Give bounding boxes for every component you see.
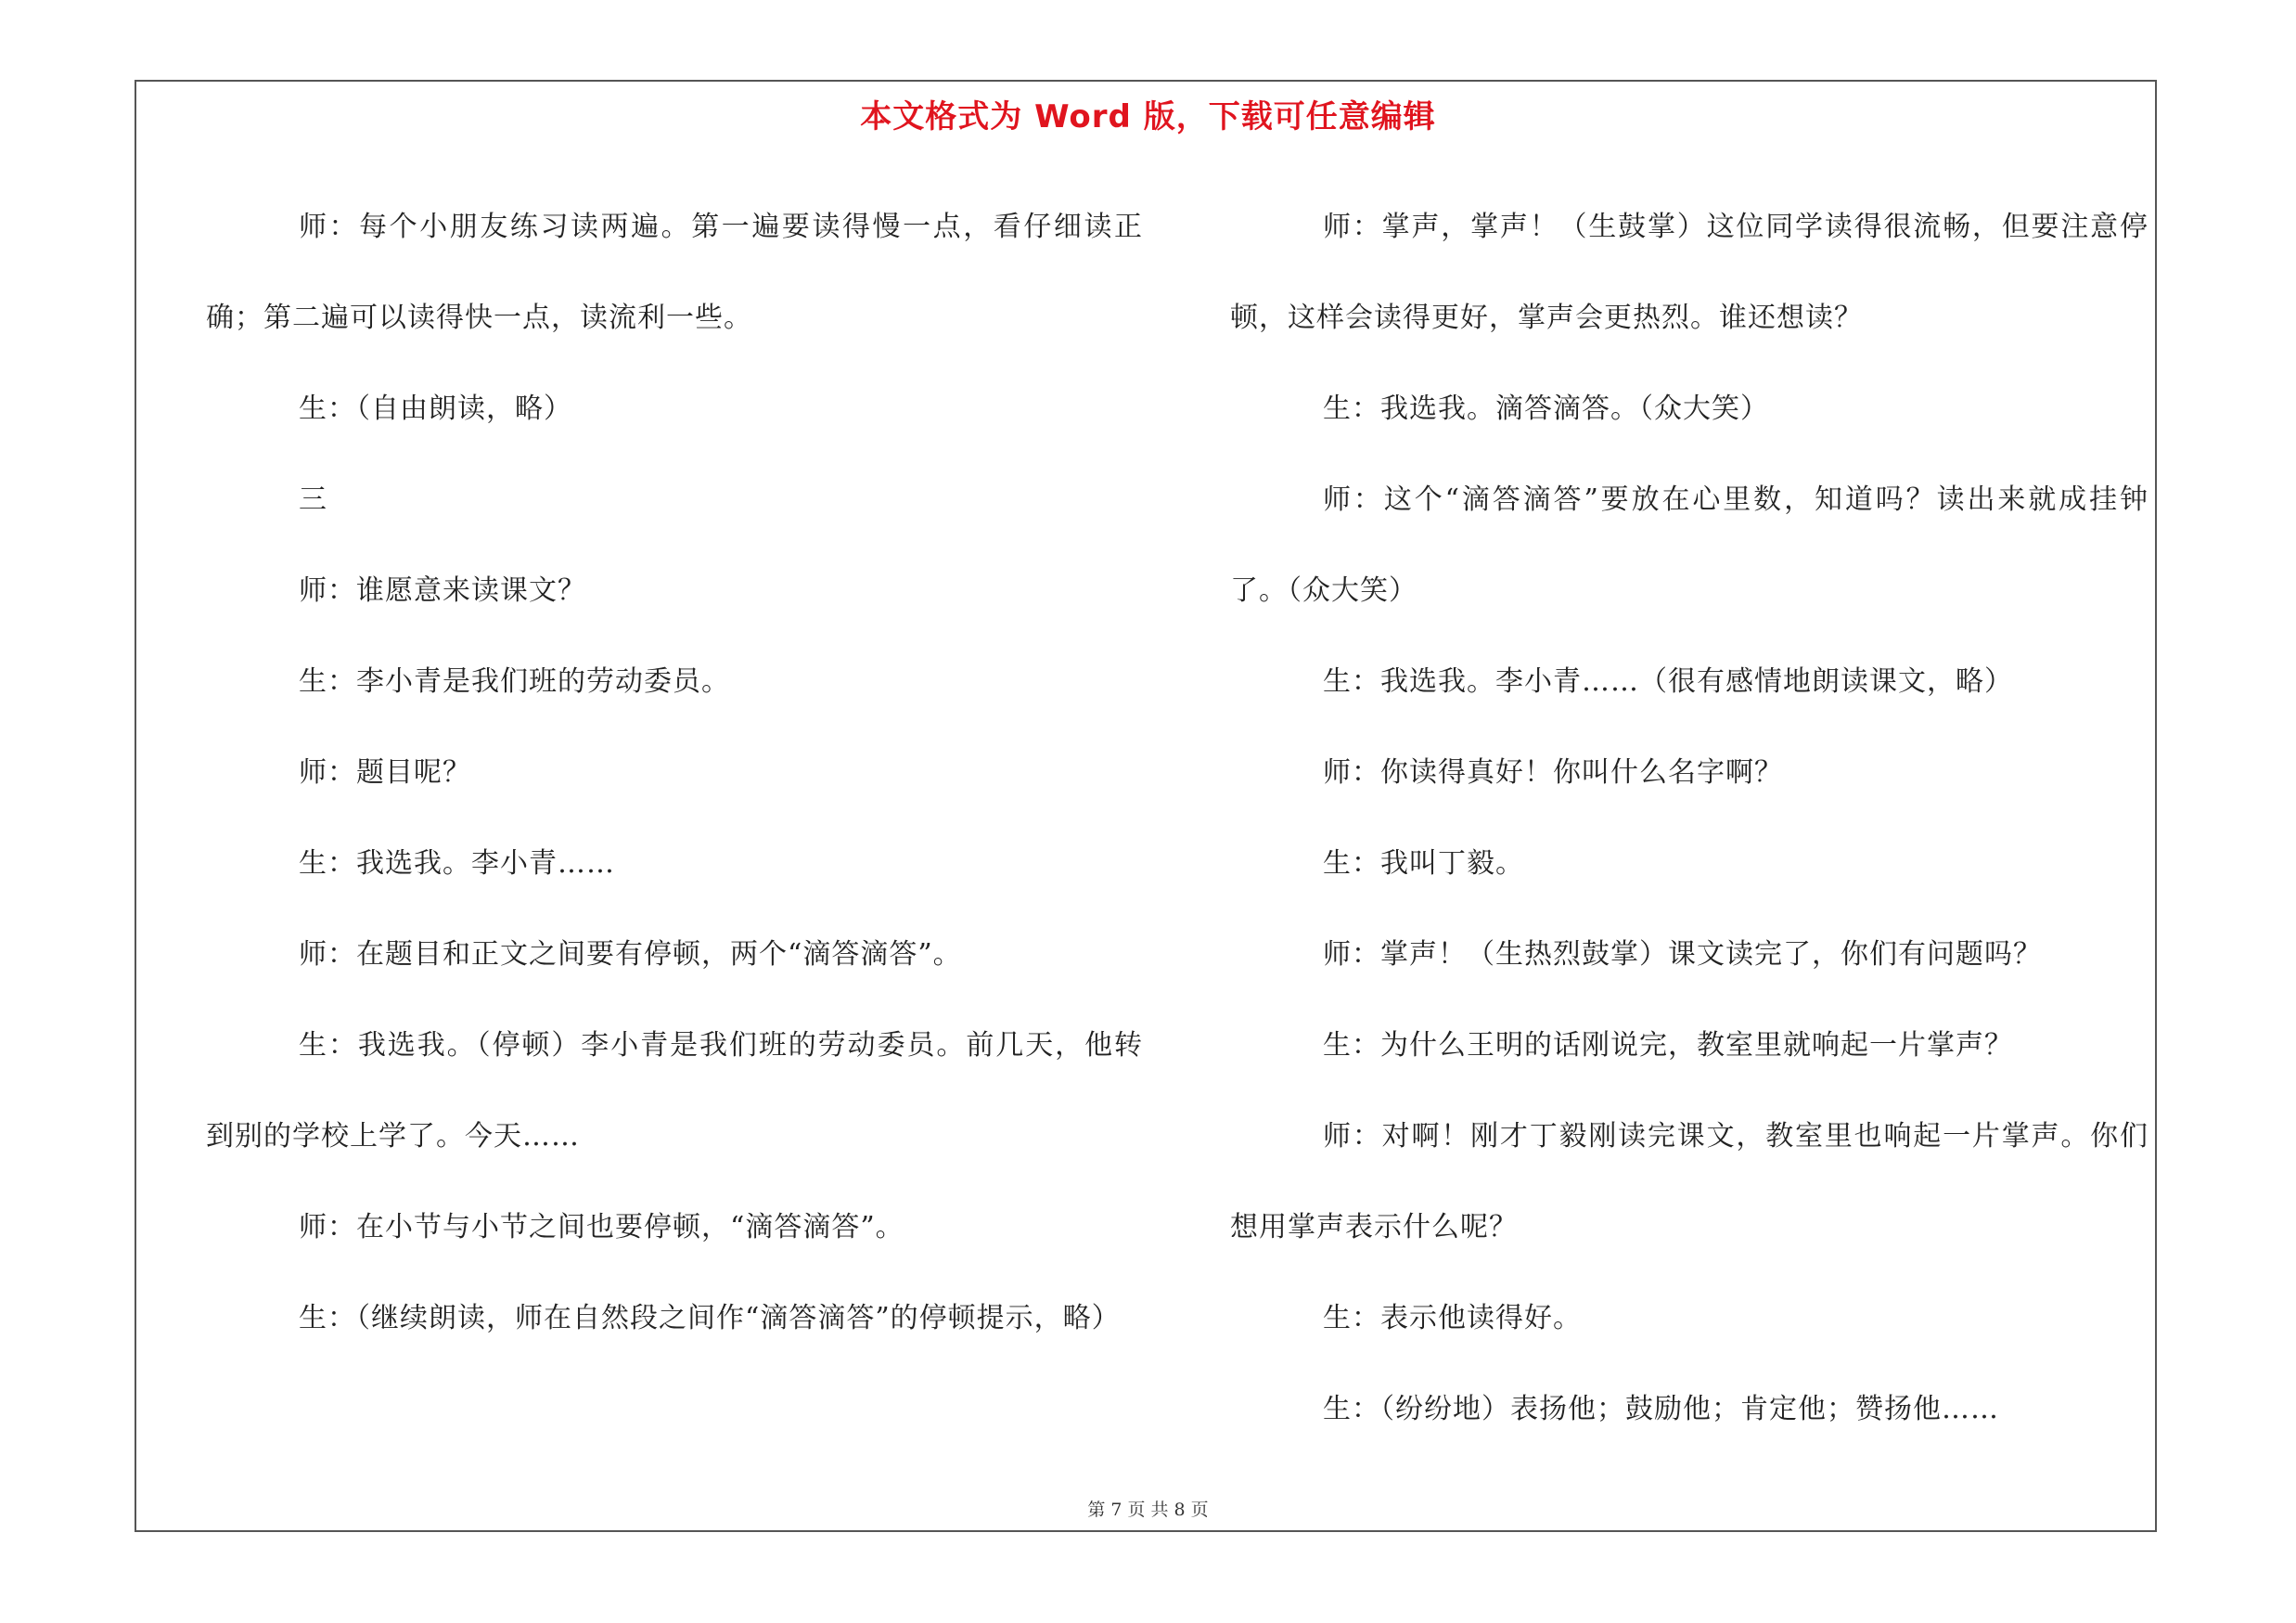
paragraph: 师：在小节与小节之间也要停顿，“滴答滴答”。 — [299, 1211, 904, 1243]
paragraph: 师：你读得真好！你叫什么名字啊？ — [1323, 756, 1783, 789]
paragraph: 生：我叫丁毅。 — [1323, 847, 1524, 880]
paragraph: 生：我选我。滴答滴答。（众大笑） — [1323, 393, 1769, 425]
paragraph: 生：（继续朗读，师在自然段之间作“滴答滴答”的停顿提示，略） — [299, 1302, 1121, 1334]
paragraph: 生：表示他读得好。 — [1323, 1302, 1582, 1334]
paragraph: 生：我选我。李小青……（很有感情地朗读课文，略） — [1323, 665, 2013, 698]
section-number: 三 — [299, 483, 327, 516]
paragraph: 生：李小青是我们班的劳动委员。 — [299, 665, 730, 698]
page-number: 第 7 页 共 8 页 — [1087, 1500, 1209, 1520]
paragraph: 生：（纷纷地）表扬他；鼓励他；肯定他；赞扬他…… — [1323, 1393, 1999, 1425]
paragraph: 生：我选我。（停顿）李小青是我们班的劳动委员。前几天，他转到别的学校上学了。今天…… — [206, 1029, 1143, 1153]
paragraph: 师：对啊！刚才丁毅刚读完课文，教室里也响起一片掌声。你们想用掌声表示什么呢？ — [1230, 1120, 2148, 1243]
paragraph: 师：掌声，掌声！（生鼓掌）这位同学读得很流畅，但要注意停顿，这样会读得更好，掌声会更热烈。谁还想读？ — [1230, 211, 2148, 334]
paragraph: 生：（自由朗读，略） — [299, 393, 572, 425]
paragraph: 生：我选我。李小青…… — [299, 847, 615, 880]
paragraph: 师：每个小朋友练习读两遍。第一遍要读得慢一点，看仔细读正确；第二遍可以读得快一点，读流利一些。 — [206, 211, 1143, 334]
paragraph: 师：在题目和正文之间要有停顿，两个“滴答滴答”。 — [299, 938, 962, 971]
paragraph: 师：这个“滴答滴答”要放在心里数，知道吗？读出来就成挂钟了。（众大笑） — [1230, 483, 2148, 607]
document-banner: 本文格式为 Word 版，下载可任意编辑 — [860, 98, 1436, 135]
left-column — [206, 182, 1143, 1364]
paragraph: 生：为什么王明的话刚说完，教室里就响起一片掌声？ — [1323, 1029, 2013, 1062]
paragraph: 师：题目呢？ — [299, 756, 471, 789]
paragraph: 师：掌声！（生热烈鼓掌）课文读完了，你们有问题吗？ — [1323, 938, 2042, 971]
right-column — [1230, 182, 2148, 1455]
paragraph: 师：谁愿意来读课文？ — [299, 574, 586, 607]
